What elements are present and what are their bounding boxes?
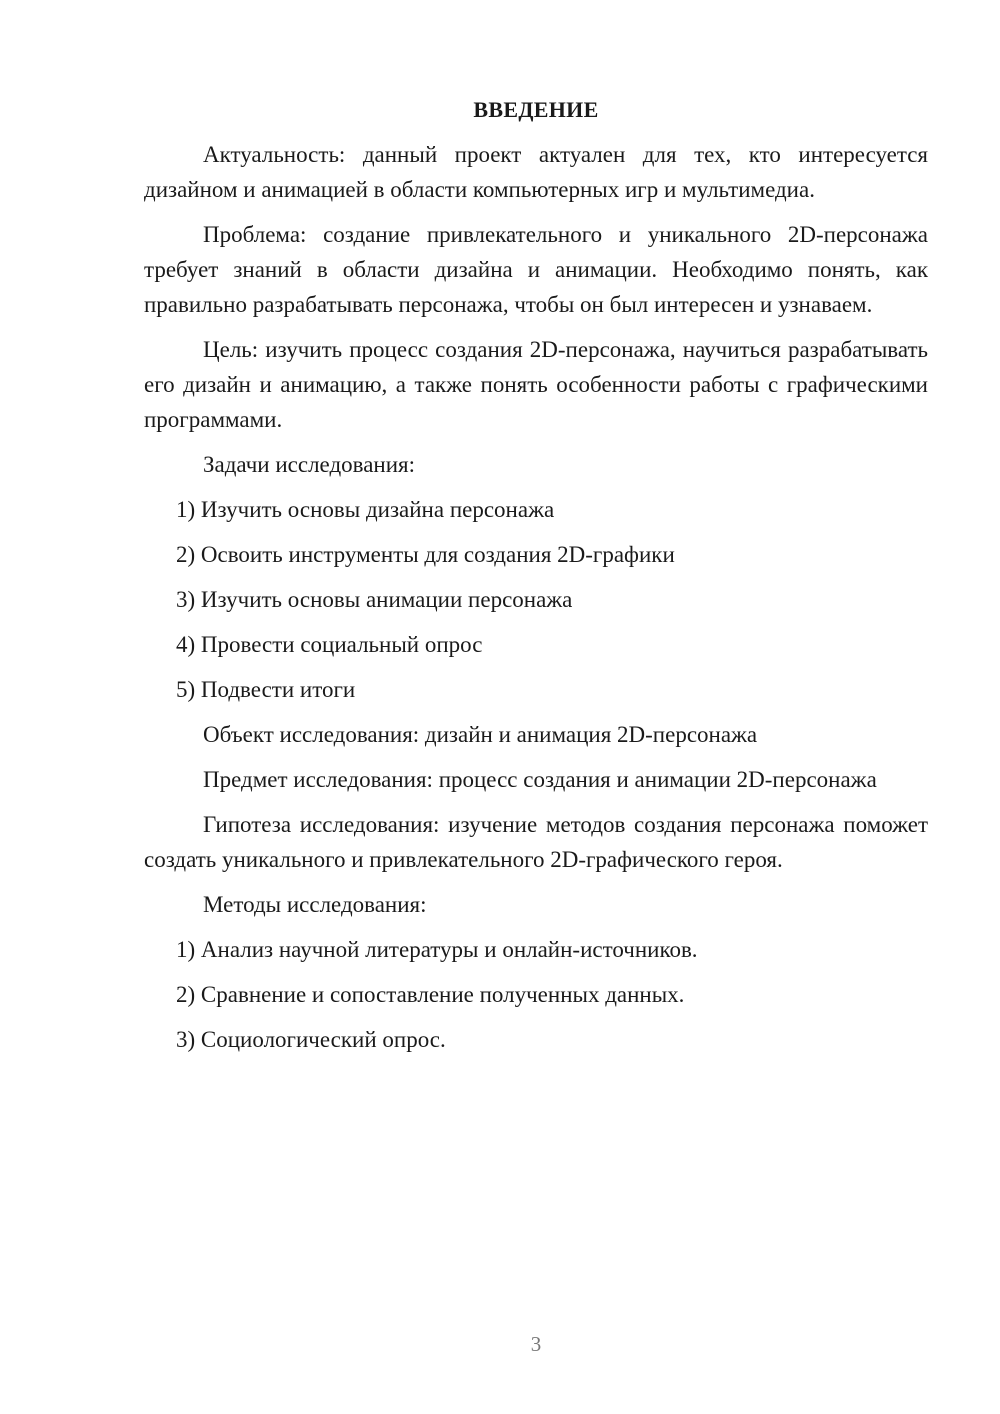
list-item: 4) Провести социальный опрос bbox=[176, 632, 483, 657]
list-item: 1) Анализ научной литературы и онлайн-источников. bbox=[176, 937, 698, 962]
methods-list bbox=[144, 932, 928, 1057]
page-title: ВВЕДЕНИЕ bbox=[473, 97, 599, 122]
list-item: 5) Подвести итоги bbox=[176, 677, 356, 702]
list-item: 2) Освоить инструменты для создания 2D-графики bbox=[176, 542, 675, 567]
relevance-paragraph: Актуальность: данный проект актуален для тех, кто интересуется дизайном и анимацией в области компьютерных игр и мультимедиа. bbox=[144, 142, 928, 202]
subject-paragraph: Предмет исследования: процесс создания и анимации 2D-персонажа bbox=[203, 767, 877, 792]
list-item: 1) Изучить основы дизайна персонажа bbox=[176, 497, 555, 522]
hypothesis-paragraph: Гипотеза исследования: изучение методов создания персонажа поможет создать уникального и привлекательного 2D-графического героя. bbox=[144, 812, 928, 872]
page-number: 3 bbox=[530, 1332, 542, 1356]
problem-paragraph: Проблема: создание привлекательного и уникального 2D-персонажа требует знаний в области дизайна и анимации. Необходимо понять, как правильно разрабатывать персонажа, чтобы он был интересен и узнаваем. bbox=[144, 222, 928, 317]
tasks-title: Задачи исследования: bbox=[203, 452, 416, 477]
list-item: 3) Социологический опрос. bbox=[176, 1027, 446, 1052]
list-item: 2) Сравнение и сопоставление полученных данных. bbox=[176, 982, 685, 1007]
document-page bbox=[144, 92, 928, 1067]
tasks-list bbox=[144, 492, 928, 707]
list-item: 3) Изучить основы анимации персонажа bbox=[176, 587, 573, 612]
object-paragraph: Объект исследования: дизайн и анимация 2D-персонажа bbox=[203, 722, 758, 747]
methods-title: Методы исследования: bbox=[203, 892, 427, 917]
goal-paragraph: Цель: изучить процесс создания 2D-персонажа, научиться разрабатывать его дизайн и анимацию, а также понять особенности работы с графическими программами. bbox=[144, 337, 928, 432]
